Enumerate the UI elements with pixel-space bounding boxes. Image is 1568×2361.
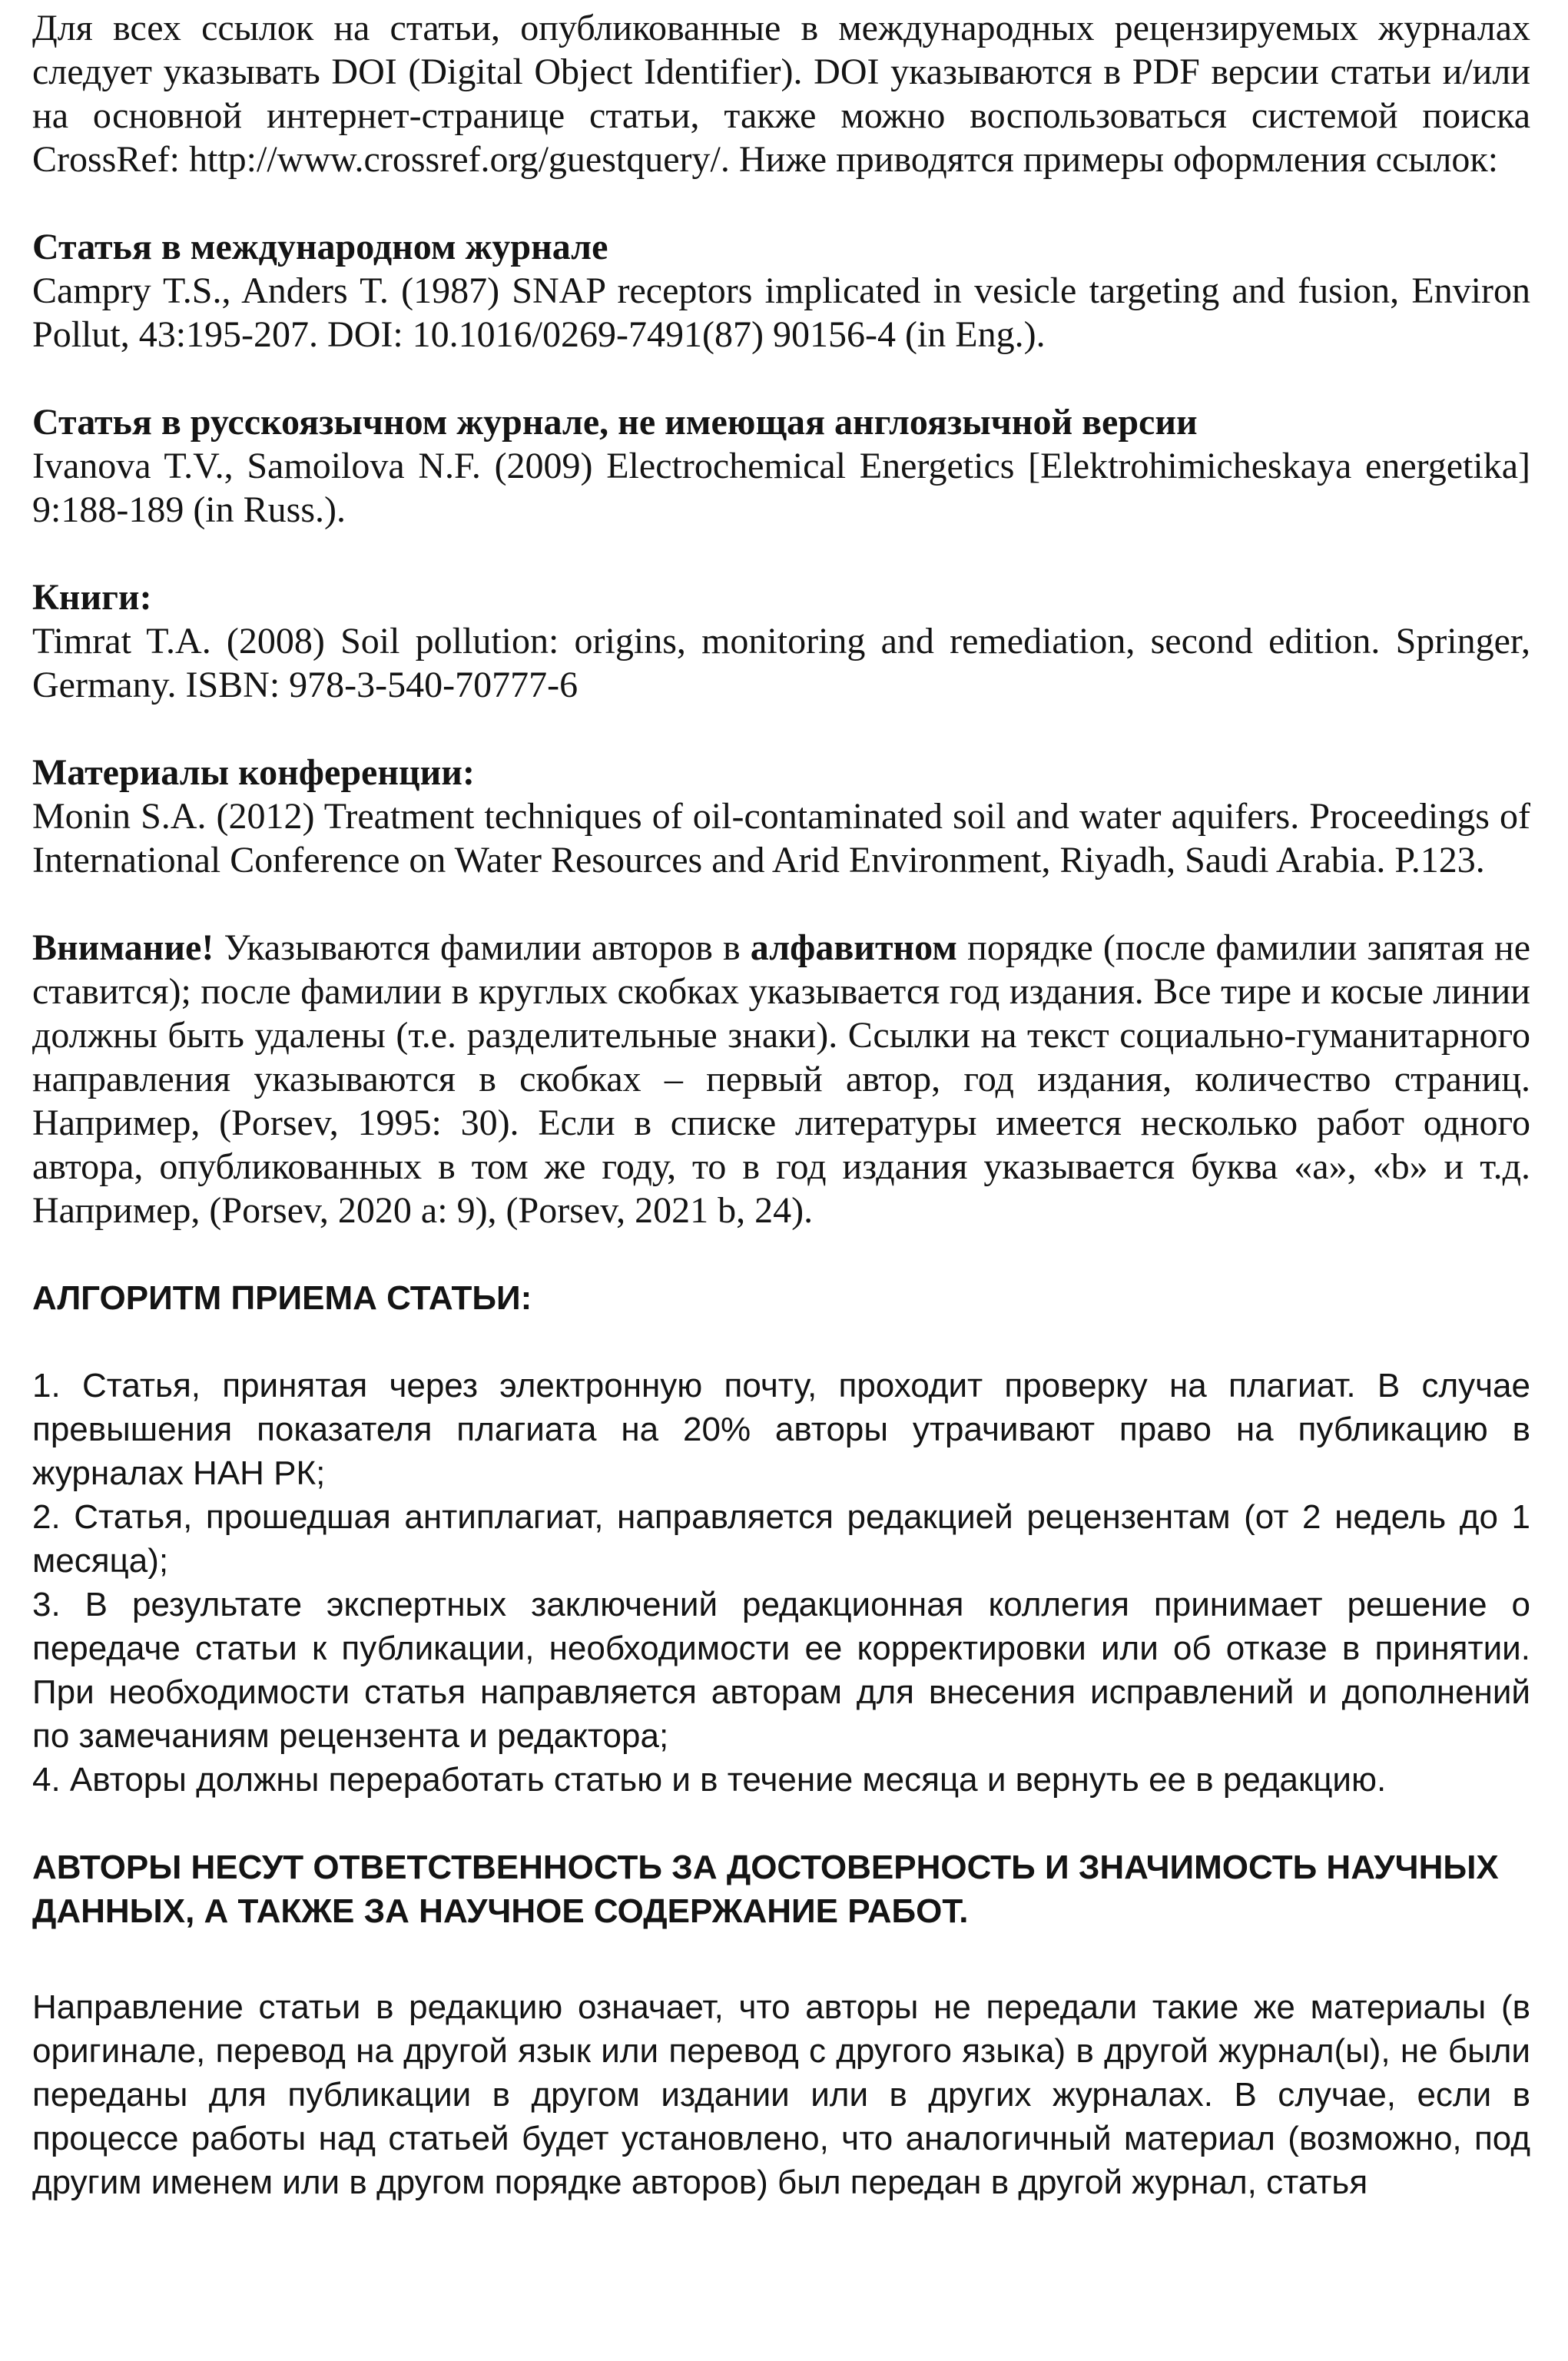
- responsibility-paragraph: Направление статьи в редакцию означает, что авторы не передали такие же материалы (в оригинале, перевод на другой язык или перевод с другого языка) в другой журнал(ы), не были переданы для публикации в другом издании или в других журналах. В случае, если в процессе работы над статьей будет установлено, что аналогичный материал (возможно, под другим именем или в другом порядке авторов) был передан в другой журнал, статья: [32, 1988, 1530, 2201]
- algorithm-step-4: 4. Авторы должны переработать статью и в течение месяца и вернуть ее в редакцию.: [32, 1761, 1387, 1799]
- algorithm-step-3: 3. В результате экспертных заключений редакционная коллегия принимает решение о передаче статьи к публикации, необходимости ее корректировки или об отказе в принятии. При необходимости статья направляется авторам для внесения исправлений и дополнений по замечаниям рецензента и редактора;: [32, 1586, 1530, 1755]
- crossref-link[interactable]: http://www.crossref.org/guestquery/: [189, 139, 721, 180]
- example-reference: Campry T.S., Anders T. (1987) SNAP receptors implicated in vesicle targeting and fusion, Environ Pollut, 43:195-207. DOI: 10.1016/0269-7491(87) 90156-4 (in Eng.).: [32, 270, 1530, 355]
- intro-paragraph: [32, 6, 1530, 181]
- example-heading: Материалы конференции:: [32, 752, 475, 793]
- attention-emphasis: алфавитном: [750, 927, 957, 968]
- attention-label: Внимание!: [32, 927, 214, 968]
- algorithm-title: АЛГОРИТМ ПРИЕМА СТАТЬИ:: [32, 1279, 532, 1317]
- responsibility-title: АВТОРЫ НЕСУТ ОТВЕТСТВЕННОСТЬ ЗА ДОСТОВЕРНОСТЬ И ЗНАЧИМОСТЬ НАУЧНЫХ ДАННЫХ, А ТАКЖЕ ЗА НАУЧНОЕ СОДЕРЖАНИЕ РАБОТ.: [32, 1849, 1499, 1930]
- document-page: [32, 6, 1530, 2204]
- example-conference: [32, 751, 1530, 882]
- example-books: [32, 575, 1530, 707]
- algorithm-steps-list: [32, 1364, 1530, 1802]
- example-heading: Статья в международном журнале: [32, 227, 608, 267]
- intro-text-part1: Для всех ссылок на статьи, опубликованные в международных рецензируемых журналах следует указывать DOI (Digital Object Identifier). DOI указываются в PDF версии статьи и/или на основной интернет-странице статьи, также можно воспользоваться системой поиска CrossRef:: [32, 8, 1530, 180]
- example-reference: Timrat T.A. (2008) Soil pollution: origins, monitoring and remediation, second edition. Springer, Germany. ISBN: 978-3-540-70777-6: [32, 621, 1530, 705]
- algorithm-step-2: 2. Статья, прошедшая антиплагиат, направляется редакцией рецензентам (от 2 недель до 1 месяца);: [32, 1498, 1530, 1580]
- attention-text-part1: Указываются фамилии авторов в: [214, 927, 751, 968]
- example-heading: Статья в русскоязычном журнале, не имеющая англоязычной версии: [32, 402, 1198, 443]
- intro-text-part2: . Ниже приводятся примеры оформления ссылок:: [720, 139, 1499, 180]
- example-reference: Ivanova T.V., Samoilova N.F. (2009) Electrochemical Energetics [Elektrohimicheskaya energetika] 9:188-189 (in Russ.).: [32, 446, 1530, 530]
- example-heading: Книги:: [32, 577, 152, 618]
- example-reference: Monin S.A. (2012) Treatment techniques of oil-contaminated soil and water aquifers. Proceedings of International Conference on Water Resources and Arid Environment, Riyadh, Saudi Arabia. P.123.: [32, 796, 1530, 880]
- attention-paragraph: [32, 926, 1530, 1232]
- example-russian-journal: [32, 400, 1530, 532]
- algorithm-step-1: 1. Статья, принятая через электронную почту, проходит проверку на плагиат. В случае превышения показателя плагиата на 20% авторы утрачивают право на публикацию в журналах НАН РК;: [32, 1367, 1530, 1492]
- example-international-journal: [32, 225, 1530, 356]
- attention-text-part2: порядке (после фамилии запятая не ставится); после фамилии в круглых скобках указывается год издания. Все тире и косые линии должны быть удалены (т.е. разделительные знаки). Ссылки на текст социально-гуманитарного направления указываются в скобках – первый автор, год издания, количество страниц. Например, (Porsev, 1995: 30). Если в списке литературы имеется несколько работ одного автора, опубликованных в том же году, то в год издания указывается буква «а», «b» и т.д. Например, (Porsev, 2020 а: 9), (Porsev, 2021 b, 24).: [32, 927, 1530, 1231]
